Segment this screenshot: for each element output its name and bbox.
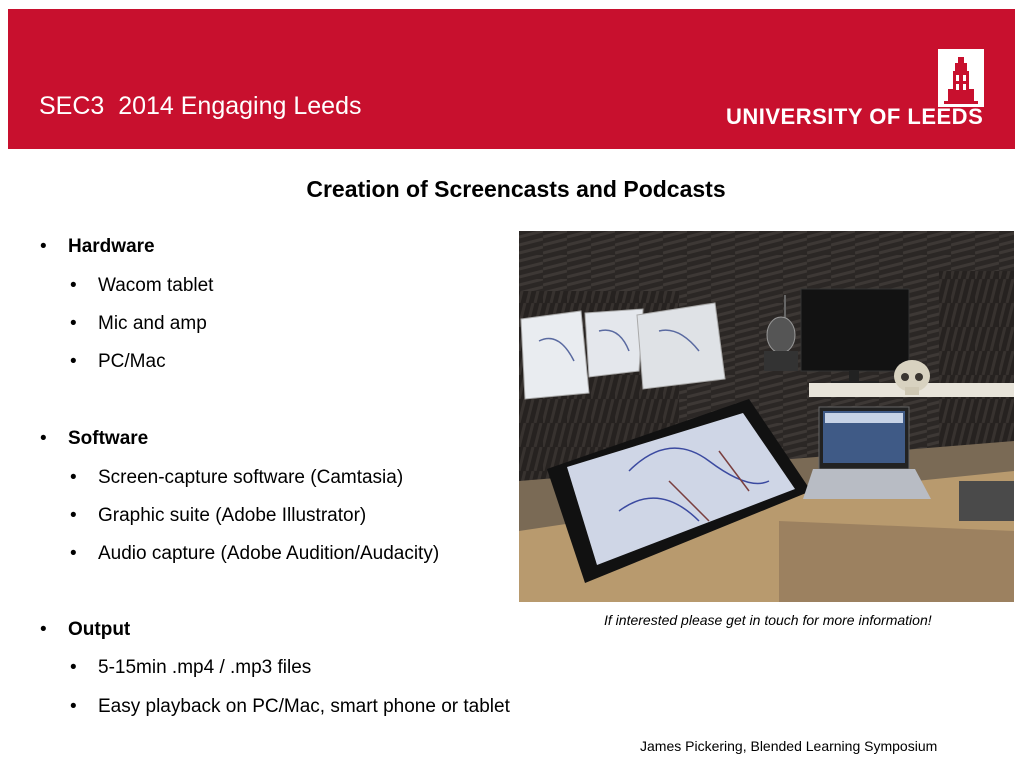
university-logo-icon: [938, 49, 984, 107]
heading-label: Software: [68, 428, 149, 449]
item-label: Wacom tablet: [98, 275, 214, 296]
item-label: Screen-capture software (Camtasia): [98, 467, 404, 488]
bullet-icon: •: [70, 657, 77, 678]
bullet-icon: •: [70, 696, 77, 717]
event-title: SEC3 2014 Engaging Leeds: [39, 92, 362, 120]
header-banner: [8, 9, 1015, 149]
bullet-icon: •: [40, 619, 47, 640]
section-heading-software: [40, 428, 148, 450]
heading-label: Output: [68, 619, 131, 640]
bullet-icon: •: [70, 313, 77, 334]
heading-label: Hardware: [68, 236, 155, 257]
list-item: [70, 313, 207, 335]
item-label: Graphic suite (Adobe Illustrator): [98, 505, 367, 526]
list-item: [70, 505, 366, 527]
studio-photo: [519, 231, 1014, 602]
list-item: [70, 696, 510, 718]
section-heading-output: [40, 619, 130, 641]
item-label: Mic and amp: [98, 313, 207, 334]
list-item: [70, 275, 213, 297]
list-item: [70, 657, 311, 679]
bullet-icon: •: [40, 236, 47, 257]
presenter-footer: James Pickering, Blended Learning Symposium: [640, 738, 938, 754]
bullet-icon: •: [40, 428, 47, 449]
item-label: Audio capture (Adobe Audition/Audacity): [98, 543, 440, 564]
bullet-icon: •: [70, 543, 77, 564]
bullet-icon: •: [70, 505, 77, 526]
list-item: [70, 467, 403, 489]
bullet-icon: •: [70, 275, 77, 296]
university-wordmark: UNIVERSITY OF LEEDS: [726, 104, 984, 129]
item-label: PC/Mac: [98, 351, 166, 372]
section-heading-hardware: [40, 236, 155, 258]
item-label: Easy playback on PC/Mac, smart phone or tablet: [98, 696, 510, 717]
contact-caption: If interested please get in touch for more information!: [604, 612, 932, 628]
list-item: [70, 543, 439, 565]
item-label: 5-15min .mp4 / .mp3 files: [98, 657, 312, 678]
bullet-icon: •: [70, 351, 77, 372]
bullet-icon: •: [70, 467, 77, 488]
monitor: [801, 289, 909, 385]
slide-title: Creation of Screencasts and Podcasts: [306, 176, 726, 202]
list-item: [70, 351, 166, 373]
